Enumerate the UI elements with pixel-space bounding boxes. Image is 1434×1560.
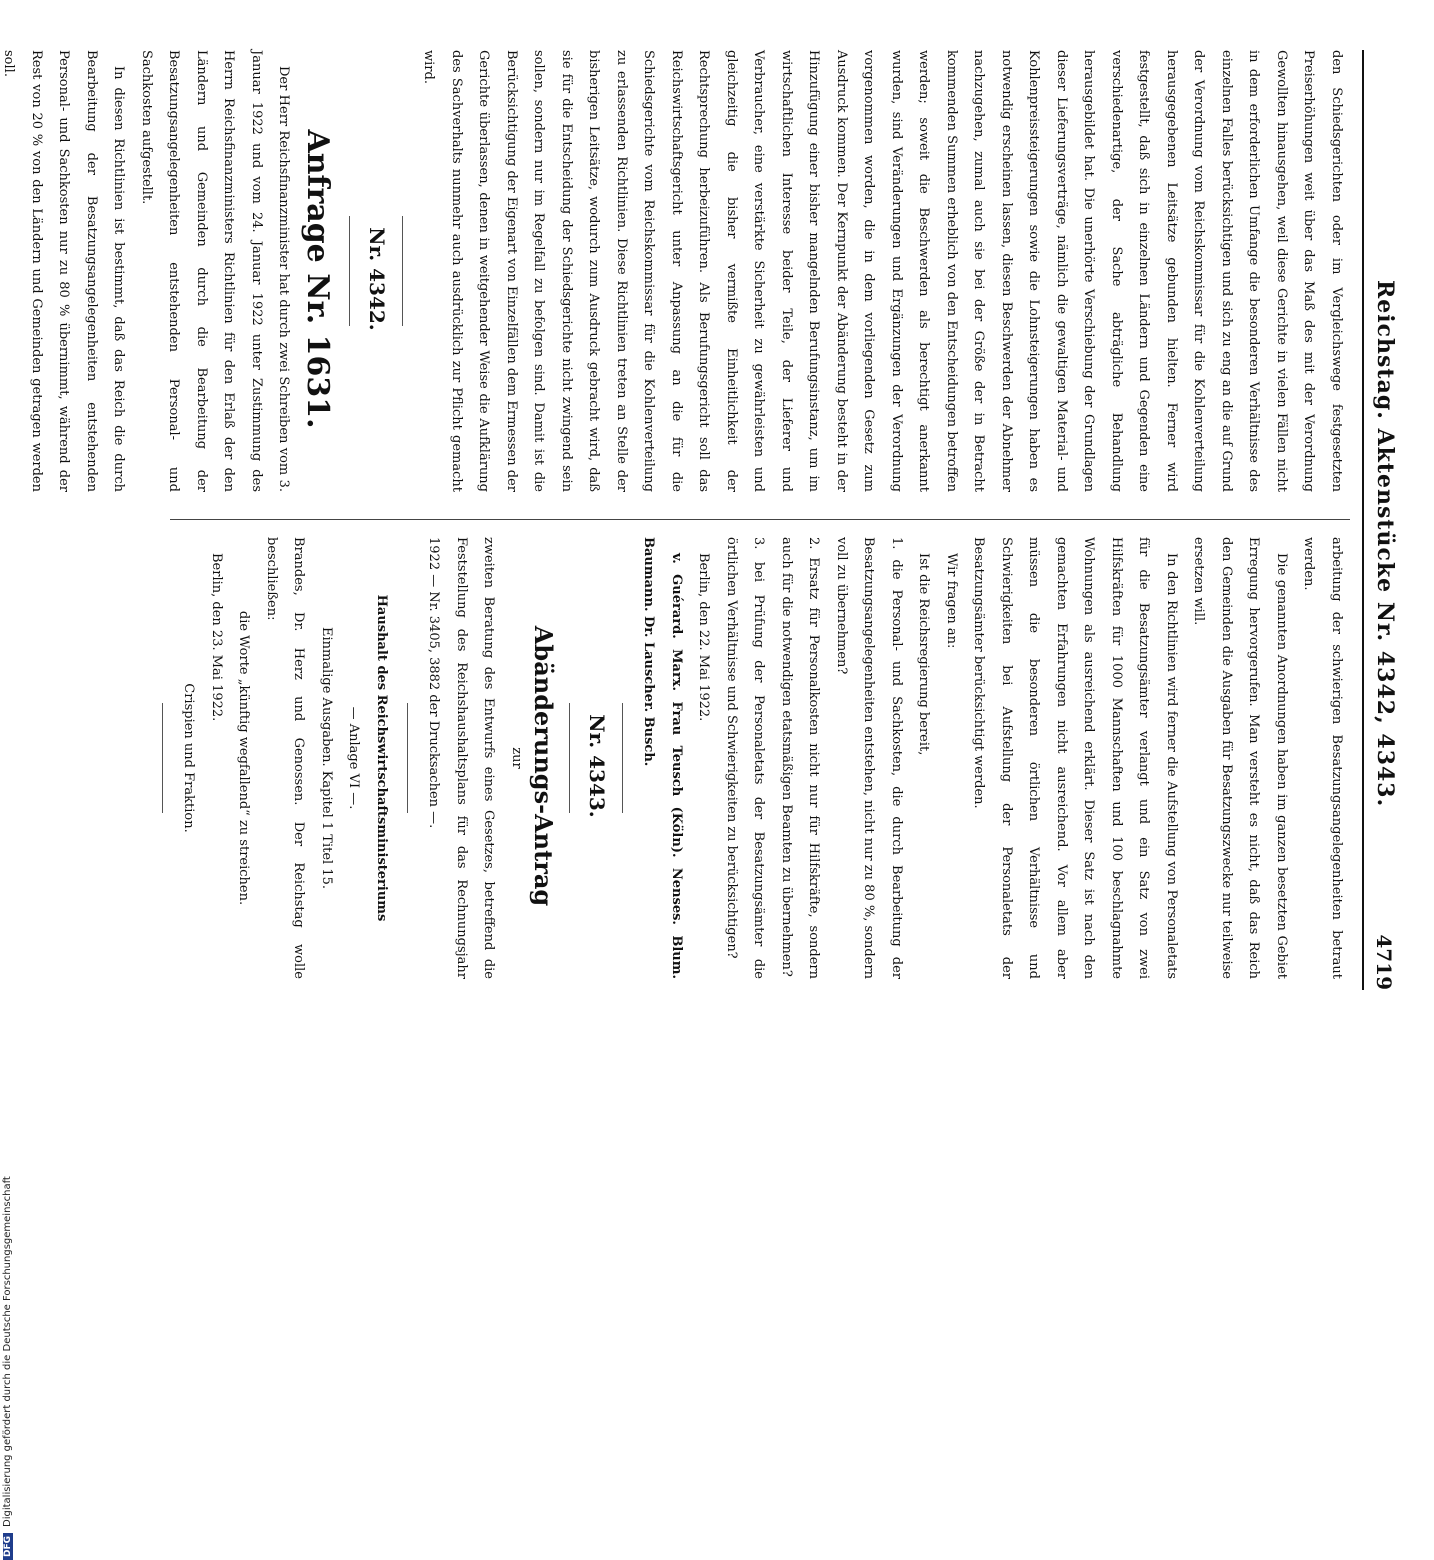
right-paragraph: Die genannten Anordnungen haben im ganzen besetzten Gebiet Erregung hervorgerufen. Man versteht es nicht, daß das Reich den Gemeinden die Ausgaben für Besatzungszwecke nur teilweise ersetzen will. <box>1191 537 1289 979</box>
anlage-line: — Anlage VI —. <box>346 706 362 810</box>
funding-note <box>2 1176 13 1560</box>
right-paragraph: arbeitung der schwierigen Besatzungsangelegenheiten betraut werden. <box>1301 537 1344 979</box>
left-column <box>0 50 1350 492</box>
antrag-title: Abänderungs-Antrag <box>529 625 559 907</box>
antrag-zur: zur <box>509 747 524 769</box>
column-divider <box>170 519 1350 520</box>
section-separator <box>570 703 571 813</box>
einmalige-line: Einmalige Ausgaben. Kapitel 1 Titel 15. <box>319 627 334 889</box>
dfg-logo: DFG <box>3 1533 13 1560</box>
rotated-page-content <box>1 50 1400 990</box>
section-separator <box>162 703 163 813</box>
right-column <box>150 537 1350 979</box>
section-separator <box>402 216 403 326</box>
signers: v. Guérard. Marx. Frau Teusch (Köln). Nenses. Blum. Baumann. Dr. Lauscher. Busch. <box>641 537 684 979</box>
anfrage-paragraph: Der Herr Reichsfinanzminister hat durch zwei Schreiben vom 3. Januar 1922 und vom 24. Januar 1922 unter Zustimmung des Herrn Reichsfinanzministers Richtlinien für den Erlaß der den Ländern und Gemeinden durch die Bearbeitung der Besatzungsangelegenheiten entstehenden Personal- und Sachkosten aufgestellt. <box>139 50 292 492</box>
funding-text: Digitalisierung gefördert durch die Deutsche Forschungsgemeinschaft <box>2 1176 13 1527</box>
question-intro: Wir fragen an: <box>944 553 959 649</box>
section-separator <box>350 216 351 326</box>
right-paragraph: In den Richtlinien wird ferner die Aufstellung von Personaletats für die Besatzungsämter verlangt und ein Satz von zwei Hilfskräften für 1000 Mannschaften und 100 beschlagnahmte Wohnungen als ausreichend erklärt. Dieser Satz ist nach den gemachten Erfahrungen nicht ausreichend. Vor allem aber müssen die besonderen örtlichen Verhältnisse und Schwierigkeiten bei Aufstellung der Personaletats der Besatzungsämter berücksichtigt werden. <box>971 537 1179 979</box>
worte-line: die Worte „künftig wegfallend“ zu streichen. <box>236 610 252 906</box>
crispien-line: Crispien und Fraktion. <box>181 683 197 833</box>
date-line: Berlin, den 23. Mai 1922. <box>209 553 224 722</box>
page-header <box>1362 50 1400 990</box>
left-paragraph: den Schiedsgerichten oder im Vergleichswege festgesetzten Preiserhöhungen weit über das Maß des mit der Verordnung Gewollten hinausgehen, weil diese Gerichte in vielen Fällen nicht in dem erforderlichen Umfange die besonderen Verhältnisse des einzelnen Falles berücksichtigen und sich zu eng an die auf Grund der Verordnung vom Reichskommissar für die Kohlenverteilung herausgegebenen Leitsätze gebunden hielten. Ferner wird festgestellt, daß sich in einzelnen Ländern und Gegenden eine verschiedenartige, der Sache abträgliche Behandlung herausgebildet hat. Die unerhörte Verschiebung der Grundlagen dieser Lieferungsverträge, nämlich die gewaltigen Material- und Kohlenpreissteigerungen sowie die Lohnsteigerungen haben es notwendig erscheinen lassen, diesen Beschwerden der Abnehmer nachzugehen, zumal auch sie bei der Größe der in Betracht kommenden Summen erheblich von den Entscheidungen betroffen werden; soweit die Beschwerden als berechtigt anerkannt wurden, sind Veränderungen und Ergänzungen der Verordnung vorgenommen worden, die in dem vorliegenden Gesetz zum Ausdruck kommen. Der Kernpunkt der Abänderung besteht in der Hinzufügung einer bisher mangelnden Berufungsinstanz, um im wirtschaftlichen Interesse beider Teile, der Lieferer und Verbraucher, eine verstärkte Sicherheit zu gewährleisten und gleichzeitig die bisher vermißte Einheitlichkeit der Rechtsprechung herbeizuführen. Als Berufungsgericht soll das Reichswirtschaftsgericht unter Anpassung an die für die Schiedsgerichte vom Reichskommissar für die Kohlenverteilung zu erlassenden Richtlinien. Diese Richtlinien treten an Stelle der bisherigen Leitsätze, wodurch zum Ausdruck gebracht wird, daß sie für die Entscheidung der Schiedsgerichte nicht zwingend sein sollen, sondern nur im Regelfall zu befolgen sind. Damit ist die Berücksichtigung der Eigenart von Einzelfällen dem Ermessen der Gerichte überlassen, denen in weitgehender Weise die Aufklärung des Sachverhalts nunmehr auch ausdrücklich zur Pflicht gemacht wird. <box>421 50 1344 492</box>
question-item: 3. bei Prüfung der Personaletats der Besatzungsämter die örtlichen Verhältnisse und Schwierigkeiten zu berücksichtigen? <box>724 537 767 979</box>
document-number-4342: Nr. 4342. <box>365 227 389 331</box>
anfrage-paragraph: In diesen Richtlinien ist bestimmt, daß das Reich die durch Bearbeitung der Besatzungsangelegenheiten entstehenden Personal- und Sachkosten nur zu 80 % übernimmt, während der Rest von 20 % von den Ländern und Gemeinden getragen werden soll. <box>1 50 127 492</box>
question-item: 2. Ersatz für Personalkosten nicht nur für Hilfskräfte, sondern auch für die notwendigen etatsmäßigen Beamten zu übernehmen? <box>779 537 822 979</box>
question-lead: Ist die Reichsregierung bereit, <box>916 553 932 756</box>
antrag-text: zweiten Beratung des Entwurfs eines Gesetzes, betreffend die Feststellung des Reichshaushaltsplans für das Rechnungsjahr 1922 — Nr. 3405, 3882 der Drucksachen —. <box>426 537 497 979</box>
section-separator <box>622 703 623 813</box>
question-item: 1. die Personal- und Sachkosten, die durch Bearbeitung der Besatzungsangelegenheiten entstehen, nicht nur zu 80 %, sondern voll zu übernehmen? <box>834 537 904 979</box>
margin-note <box>0 560 22 1557</box>
brandes-line: Brandes, Dr. Herz und Genossen. Der Reichstag wolle beschließen: <box>264 537 307 979</box>
page-number: 4719 <box>1372 934 1396 990</box>
document-number-4343: Nr. 4343. <box>585 714 609 818</box>
anfrage-title: Anfrage Nr. 1631. <box>300 129 336 429</box>
haushalt-heading: Haushalt des Reichswirtschaftsministeriums <box>374 594 389 922</box>
section-separator <box>407 703 408 813</box>
date-line: Berlin, den 22. Mai 1922. <box>696 553 712 722</box>
header-title: Reichstag. Aktenstücke Nr. 4342, 4343. <box>1372 280 1398 808</box>
